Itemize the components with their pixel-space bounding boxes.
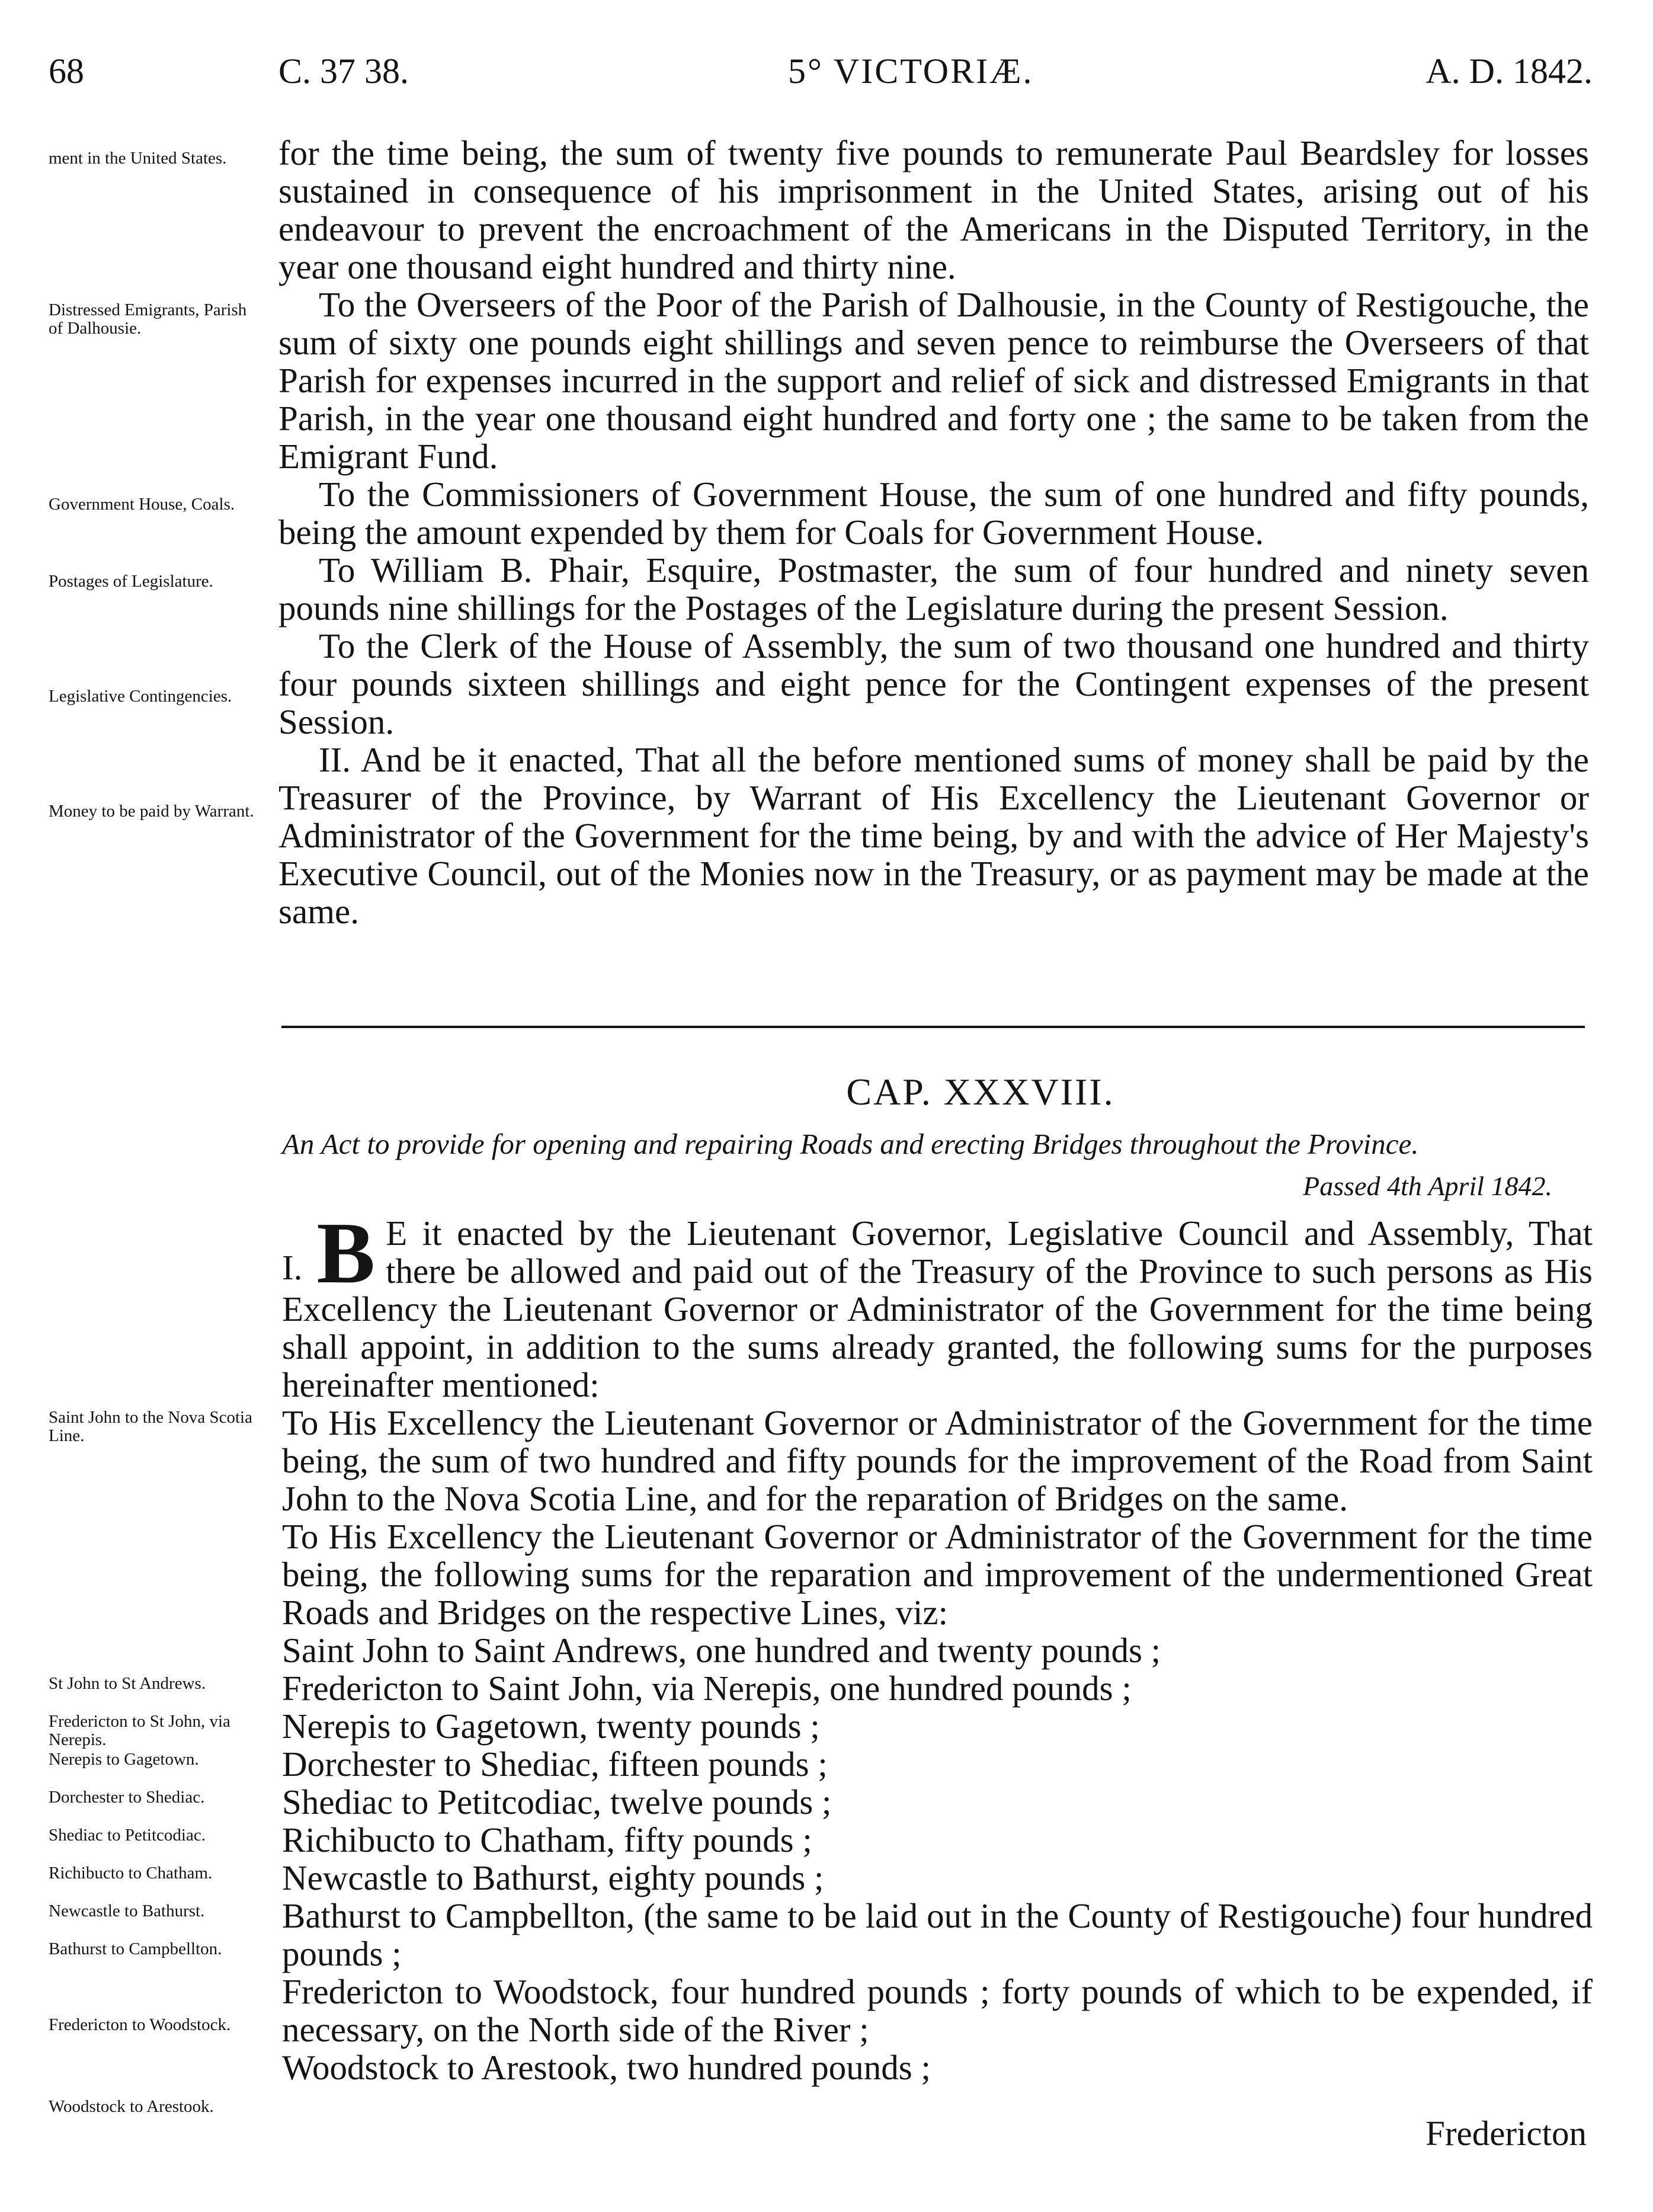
regnal-year: 5° VICTORIÆ. bbox=[788, 52, 1034, 91]
drop-cap: B bbox=[316, 1205, 376, 1302]
section-i bbox=[282, 1205, 1593, 2087]
road-item: Richibucto to Chatham, fifty pounds ; bbox=[282, 1820, 812, 1859]
chapter-heading: CAP. XXXVIII. bbox=[846, 1071, 1115, 1113]
margin-note: Bathurst to Campbellton. bbox=[49, 1939, 222, 1958]
margin-note: Distressed Emigrants, Parish of Dalhousie. bbox=[49, 300, 247, 338]
margin-note: St John to St Andrews. bbox=[49, 1674, 206, 1693]
paragraph-contingencies: To the Clerk of the House of Assembly, the sum of two thousand one hundred and thirty four pounds sixteen shillings and eight pence for the Contingent expenses of the present Session. bbox=[278, 626, 1589, 741]
road-item: Fredericton to Saint John, via Nerepis, one hundred pounds ; bbox=[282, 1669, 1132, 1708]
margin-note: Government House, Coals. bbox=[49, 495, 235, 514]
margin-note: Shediac to Petitcodiac. bbox=[49, 1826, 206, 1845]
enacting-clause bbox=[282, 1205, 1593, 1404]
road-item: Newcastle to Bathurst, eighty pounds ; bbox=[282, 1858, 824, 1897]
road-item: Saint John to Saint Andrews, one hundred and twenty pounds ; bbox=[282, 1631, 1161, 1670]
anno-domini: A. D. 1842. bbox=[1425, 52, 1593, 91]
margin-note: Fredericton to St John, via Nerepis. bbox=[49, 1712, 230, 1749]
paragraph-beardsley: for the time being, the sum of twenty five pounds to remunerate Paul Beardsley for losses sustained in consequence of his imprisonment in the United States, arising out of his endeavour to prevent the encroachment of the Americans in the Disputed Territory, in the year one thousand eight hundred and thirty nine. bbox=[278, 133, 1589, 286]
section-number: I. bbox=[282, 1248, 303, 1287]
margin-note: Postages of Legislature. bbox=[49, 572, 213, 591]
margin-note: Nerepis to Gagetown. bbox=[49, 1750, 199, 1769]
road-item: Dorchester to Shediac, fifteen pounds ; bbox=[282, 1744, 828, 1784]
cap37-continuation bbox=[278, 134, 1589, 930]
road-item: Shediac to Petitcodiac, twelve pounds ; bbox=[282, 1782, 832, 1822]
margin-note: Newcastle to Bathurst. bbox=[49, 1902, 205, 1920]
margin-note: Money to be paid by Warrant. bbox=[49, 802, 254, 821]
road-item: Nerepis to Gagetown, twenty pounds ; bbox=[282, 1707, 820, 1746]
margin-note: ment in the United States. bbox=[49, 149, 227, 168]
paragraph-nova-scotia-line: To His Excellency the Lieutenant Governor or Administrator of the Government for the time being, the sum of two hundred and fifty pounds for the improvement of the Road from Saint John to the Nova Scotia Line, and for the reparation of Bridges on the same. bbox=[282, 1403, 1593, 1518]
road-item: Bathurst to Campbellton, (the same to be laid out in the County of Restigouche) four hundred pounds ; bbox=[282, 1896, 1593, 1973]
margin-note: Richibucto to Chatham. bbox=[49, 1864, 213, 1883]
chapter-reference: C. 37 38. bbox=[278, 52, 409, 91]
margin-note: Dorchester to Shediac. bbox=[49, 1788, 205, 1807]
passed-date: Passed 4th April 1842. bbox=[1303, 1171, 1552, 1201]
running-header bbox=[0, 51, 1653, 104]
page-number: 68 bbox=[49, 52, 84, 91]
catchword: Fredericton bbox=[1425, 2114, 1587, 2153]
enacting-text: E it enacted by the Lieutenant Governor, Legislative Council and Assembly, That there be allowed and paid out of the Treasury of the Province to such persons as His Excellency the Lieutenant Governor or Administrator of the Government for the time being shall appoint, in addition to the sums already granted, the following sums for the purposes hereinafter mentioned: bbox=[282, 1214, 1593, 1404]
act-title: An Act to provide for opening and repairing Roads and erecting Bridges throughout the Province. bbox=[282, 1128, 1419, 1160]
paragraph-great-roads: To His Excellency the Lieutenant Governor or Administrator of the Government for the time being, the following sums for the reparation and improvement of the undermentioned Great Roads and Bridges on the respective Lines, viz: bbox=[282, 1517, 1593, 1632]
road-item: Woodstock to Arestook, two hundred pounds ; bbox=[282, 2048, 931, 2087]
section-divider bbox=[281, 1026, 1585, 1028]
paragraph-government-house: To the Commissioners of Government House, the sum of one hundred and fifty pounds, being the amount expended by them for Coals for Government House. bbox=[278, 475, 1589, 552]
paragraph-postages: To William B. Phair, Esquire, Postmaster, the sum of four hundred and ninety seven pounds nine shillings for the Postages of the Legislature during the present Session. bbox=[278, 550, 1589, 628]
margin-note: Woodstock to Arestook. bbox=[49, 2097, 214, 2116]
margin-note: Legislative Contingencies. bbox=[49, 687, 232, 706]
road-item: Fredericton to Woodstock, four hundred pounds ; forty pounds of which to be expended, if necessary, on the North side of the River ; bbox=[282, 1972, 1593, 2049]
section-ii-warrant: II. And be it enacted, That all the before mentioned sums of money shall be paid by the Treasurer of the Province, by Warrant of His Excellency the Lieutenant Governor or Administrator of the Government for the time being, by and with the advice of Her Majesty's Executive Council, out of the Monies now in the Treasury, or as payment may be made at the same. bbox=[278, 740, 1589, 931]
margin-note: Saint John to the Nova Scotia Line. bbox=[49, 1408, 252, 1445]
paragraph-dalhousie: To the Overseers of the Poor of the Parish of Dalhousie, in the County of Restigouche, the sum of sixty one pounds eight shillings and seven pence to reimburse the Overseers of that Parish for expenses incurred in the support and relief of sick and distressed Emigrants in that Parish, in the year one thousand eight hundred and forty one ; the same to be taken from the Emigrant Fund. bbox=[278, 285, 1589, 476]
margin-note: Fredericton to Woodstock. bbox=[49, 2015, 231, 2034]
